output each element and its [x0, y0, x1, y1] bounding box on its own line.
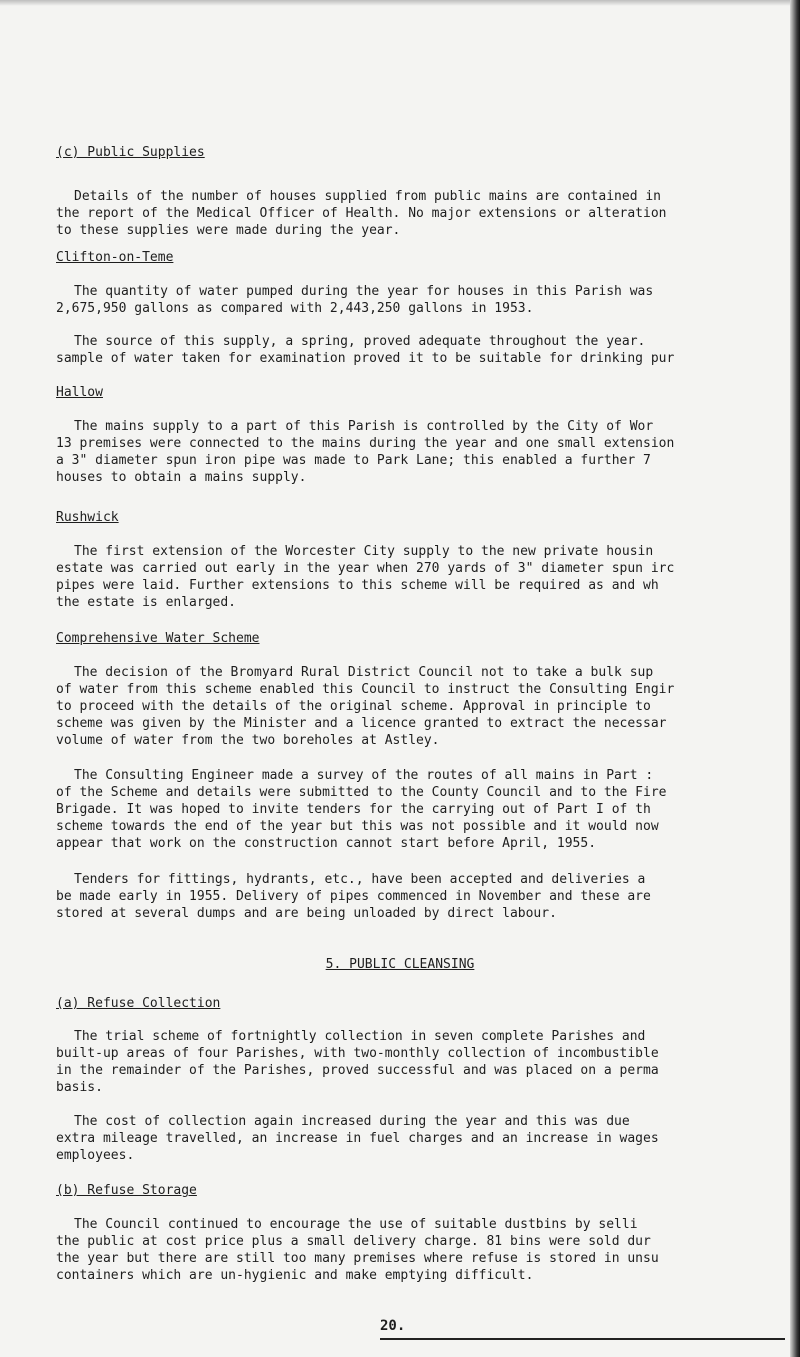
text-line: the report of the Medical Officer of Health. No major extensions or alteration [56, 206, 667, 221]
text-line: houses to obtain a mains supply. [56, 470, 307, 485]
scan-top-shadow [0, 0, 800, 6]
text-line: basis. [56, 1080, 103, 1095]
section-5-heading: 5. PUBLIC CLEANSING [325, 957, 475, 972]
clifton-p2 [56, 333, 786, 367]
text-line: Details of the number of houses supplied from public mains are contained in [74, 189, 661, 204]
text-line: Tenders for fittings, hydrants, etc., have been accepted and deliveries a [74, 872, 646, 887]
text-line: 13 premises were connected to the mains during the year and one small extension [56, 436, 675, 451]
text-line: The source of this supply, a spring, proved adequate throughout the year. [74, 334, 646, 349]
text-line: the year but there are still too many premises where refuse is stored in unsu [56, 1251, 659, 1266]
refuse-storage-p1 [56, 1216, 786, 1284]
text-line: be made early in 1955. Delivery of pipes commenced in November and these are [56, 889, 651, 904]
text-line: the estate is enlarged. [56, 595, 237, 610]
clifton-heading: Clifton-on-Teme [56, 250, 174, 265]
text-line: of the Scheme and details were submitted to the County Council and to the Fire [56, 785, 667, 800]
comprehensive-p3 [56, 871, 786, 922]
text-line: a 3" diameter spun iron pipe was made to Park Lane; this enabled a further 7 [56, 453, 651, 468]
text-line: stored at several dumps and are being unloaded by direct labour. [56, 906, 557, 921]
comprehensive-heading: Comprehensive Water Scheme [56, 631, 260, 646]
hallow-heading: Hallow [56, 385, 103, 400]
rushwick-p1 [56, 543, 786, 611]
text-line: The trial scheme of fortnightly collection in seven complete Parishes and [74, 1029, 646, 1044]
text-line: of water from this scheme enabled this Council to instruct the Consulting Engir [56, 682, 675, 697]
text-line: scheme was given by the Minister and a licence granted to extract the necessar [56, 716, 667, 731]
text-line: containers which are un-hygienic and make emptying difficult. [56, 1268, 534, 1283]
text-line: built-up areas of four Parishes, with two-monthly collection of incombustible [56, 1046, 659, 1061]
text-line: in the remainder of the Parishes, proved successful and was placed on a perma [56, 1063, 659, 1078]
text-line: 2,675,950 gallons as compared with 2,443,250 gallons in 1953. [56, 301, 534, 316]
scan-right-edge [790, 0, 800, 1357]
text-line: The quantity of water pumped during the year for houses in this Parish was [74, 284, 654, 299]
text-line: estate was carried out early in the year when 270 yards of 3" diameter spun irc [56, 561, 675, 576]
text-line: sample of water taken for examination proved it to be suitable for drinking pur [56, 351, 675, 366]
text-line: the public at cost price plus a small delivery charge. 81 bins were sold dur [56, 1234, 651, 1249]
hallow-p1 [56, 418, 786, 486]
section-c-heading: (c) Public Supplies [56, 145, 205, 160]
text-line: to these supplies were made during the year. [56, 223, 401, 238]
refuse-storage-heading: (b) Refuse Storage [56, 1183, 197, 1198]
text-line: The mains supply to a part of this Parish is controlled by the City of Wor [74, 419, 654, 434]
comprehensive-p1 [56, 664, 786, 749]
text-line: The first extension of the Worcester City supply to the new private housin [74, 544, 654, 559]
text-line: volume of water from the two boreholes at Astley. [56, 733, 440, 748]
bottom-rule [380, 1338, 785, 1340]
text-line: extra mileage travelled, an increase in fuel charges and an increase in wages [56, 1131, 659, 1146]
text-line: The cost of collection again increased during the year and this was due [74, 1114, 630, 1129]
text-line: appear that work on the construction cannot start before April, 1955. [56, 836, 597, 851]
text-line: The Council continued to encourage the use of suitable dustbins by selli [74, 1217, 638, 1232]
comprehensive-p2 [56, 767, 786, 852]
rushwick-heading: Rushwick [56, 510, 119, 525]
refuse-collection-p2 [56, 1113, 786, 1164]
text-line: pipes were laid. Further extensions to this scheme will be required as and wh [56, 578, 659, 593]
text-line: The Consulting Engineer made a survey of the routes of all mains in Part : [74, 768, 654, 783]
refuse-collection-heading: (a) Refuse Collection [56, 996, 221, 1011]
page-number: 20. [380, 1318, 406, 1334]
text-line: Brigade. It was hoped to invite tenders for the carrying out of Part I of th [56, 802, 651, 817]
refuse-collection-p1 [56, 1028, 786, 1096]
text-line: scheme towards the end of the year but this was not possible and it would now [56, 819, 659, 834]
text-line: The decision of the Bromyard Rural District Council not to take a bulk sup [74, 665, 654, 680]
clifton-p1 [56, 283, 786, 317]
text-line: employees. [56, 1148, 135, 1163]
text-line: to proceed with the details of the original scheme. Approval in principle to [56, 699, 651, 714]
section-c-intro [56, 188, 786, 239]
